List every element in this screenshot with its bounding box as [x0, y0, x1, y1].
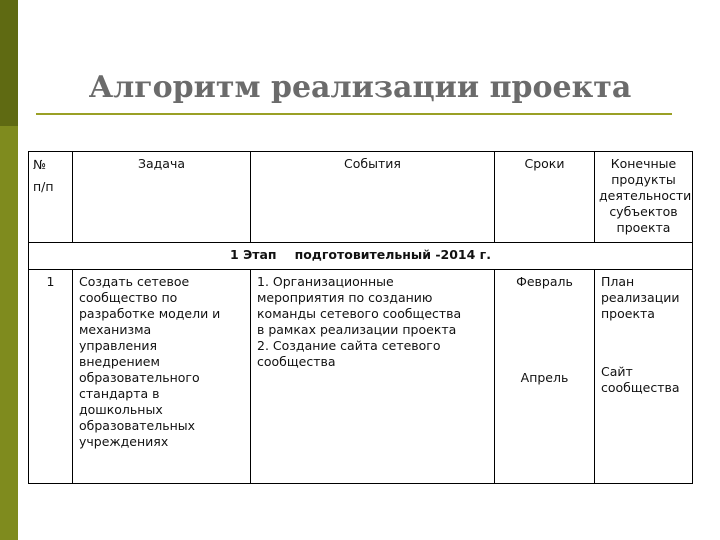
table-header-row — [29, 152, 693, 243]
row-product-2: Сайт сообщества — [601, 364, 680, 395]
row-num: 1 — [29, 270, 73, 484]
row-term — [495, 270, 595, 484]
header-events: События — [251, 152, 495, 243]
row-term-1: Февраль — [516, 274, 573, 289]
title-underline — [36, 113, 672, 115]
row-events: 1. Организационные мероприятия по созданию команды сетевого сообщества в рамках реализации проекта 2. Создание сайта сетевого сообщества — [251, 270, 495, 484]
project-plan-table — [28, 151, 693, 484]
left-accent-bar-top — [0, 0, 18, 126]
stage-row — [29, 243, 693, 270]
header-term: Сроки — [495, 152, 595, 243]
header-task: Задача — [73, 152, 251, 243]
row-term-2: Апрель — [520, 370, 569, 385]
stage-name: подготовительный -2014 г. — [294, 247, 491, 262]
stage-label: 1 Этап — [230, 247, 277, 262]
table-row — [29, 270, 693, 484]
row-task: Создать сетевое сообщество по разработке модели и механизма управления внедрением образовательного стандарта в дошкольных образовательных учреждениях — [73, 270, 251, 484]
row-product-1: План реализации проекта — [601, 274, 680, 321]
row-product — [595, 270, 693, 484]
header-product: Конечные продукты деятельности субъектов проекта — [595, 152, 693, 243]
stage-cell — [29, 243, 693, 270]
header-num: № п/п — [29, 152, 73, 243]
slide-title: Алгоритм реализации проекта — [88, 70, 632, 105]
